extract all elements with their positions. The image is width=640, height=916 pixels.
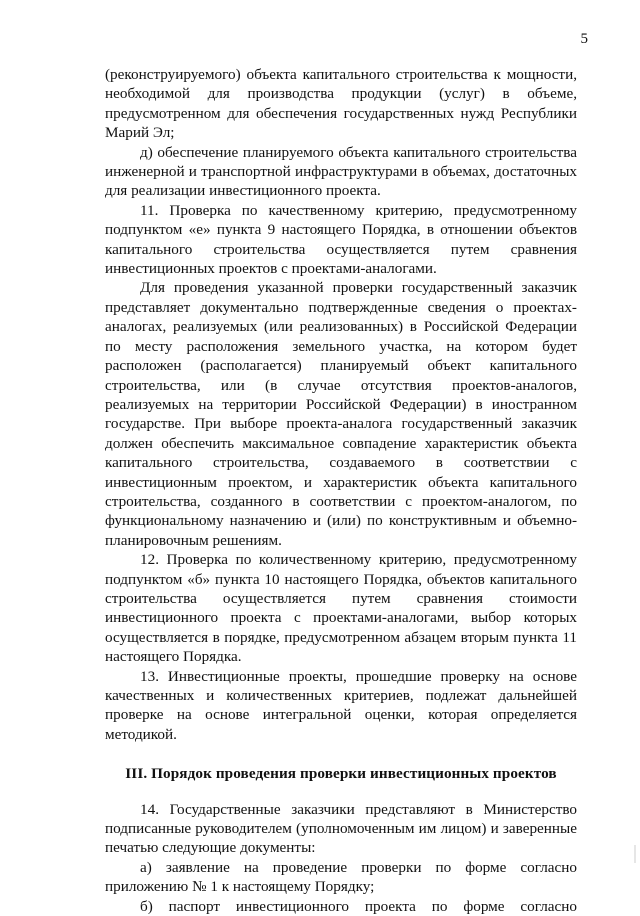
paragraph-continuation: (реконструируемого) объекта капитального строительства к мощности, необходимой для производства продукции (услуг) в объеме, предусмотренном для обеспечения государственных нужд Республики Марий Эл; [105, 66, 577, 142]
paragraph-11-second: Для проведения указанной проверки государственный заказчик представляет документально подтвержденные сведения о проектах-аналогах, реализуемых (или реализованных) в Российской Федерации по месту расположения земельного участка, на котором будет расположен (располагается) планируемый объект капитального строительства, или (в случае отсутствия проектов-аналогов, реализуемых на территории Российской Федерации) в иностранном государстве. При выборе проекта-аналога государственный заказчик должен обеспечить максимальное совпадение характеристик объекта капитального строительства, создаваемого в соответствии с инвестиционным проектом, и характеристик объекта капитального строительства, созданного в соответствии с проектом-аналогом, по функциональному назначению и (или) по конструктивным и объемно-планировочным решениям. [105, 279, 577, 549]
page-number: 5 [580, 31, 588, 47]
document-body [105, 65, 577, 916]
paragraph-item-a: а) заявление на проведение проверки по форме согласно приложению № 1 к настоящему Порядку; [105, 858, 577, 896]
paragraph-11: 11. Проверка по качественному критерию, предусмотренному подпунктом «е» пункта 9 настоящего Порядка, в отношении объектов капитального строительства осуществляется путем сравнения инвестиционных проектов с проектами-аналогами. [105, 201, 577, 278]
section-heading: III. Порядок проведения проверки инвестиционных проектов [125, 765, 557, 783]
paragraph-12: 12. Проверка по количественному критерию, предусмотренному подпунктом «б» пункта 10 настоящего Порядка, объектов капитального строительства осуществляется путем сравнения стоимости инвестиционного проекта с проектами-аналогами, выбор которых осуществляется в порядке, предусмотренном абзацем вторым пункта 11 настоящего Порядка. [105, 551, 577, 666]
scan-edge-mark [634, 845, 636, 863]
paragraph-14: 14. Государственные заказчики представляют в Министерство подписанные руководителем (уполномоченным им лицом) и заверенные печатью следующие документы: [105, 800, 577, 857]
paragraph-item-d: д) обеспечение планируемого объекта капитального строительства инженерной и транспортной инфраструктурами в объемах, достаточных для реализации инвестиционного проекта. [105, 143, 577, 200]
paragraph-item-b: б) паспорт инвестиционного проекта по форме согласно [140, 897, 577, 915]
paragraph-13: 13. Инвестиционные проекты, прошедшие проверку на основе качественных и количественных критериев, подлежат дальнейшей проверке на основе интегральной оценки, которая определяется методикой. [105, 667, 577, 743]
